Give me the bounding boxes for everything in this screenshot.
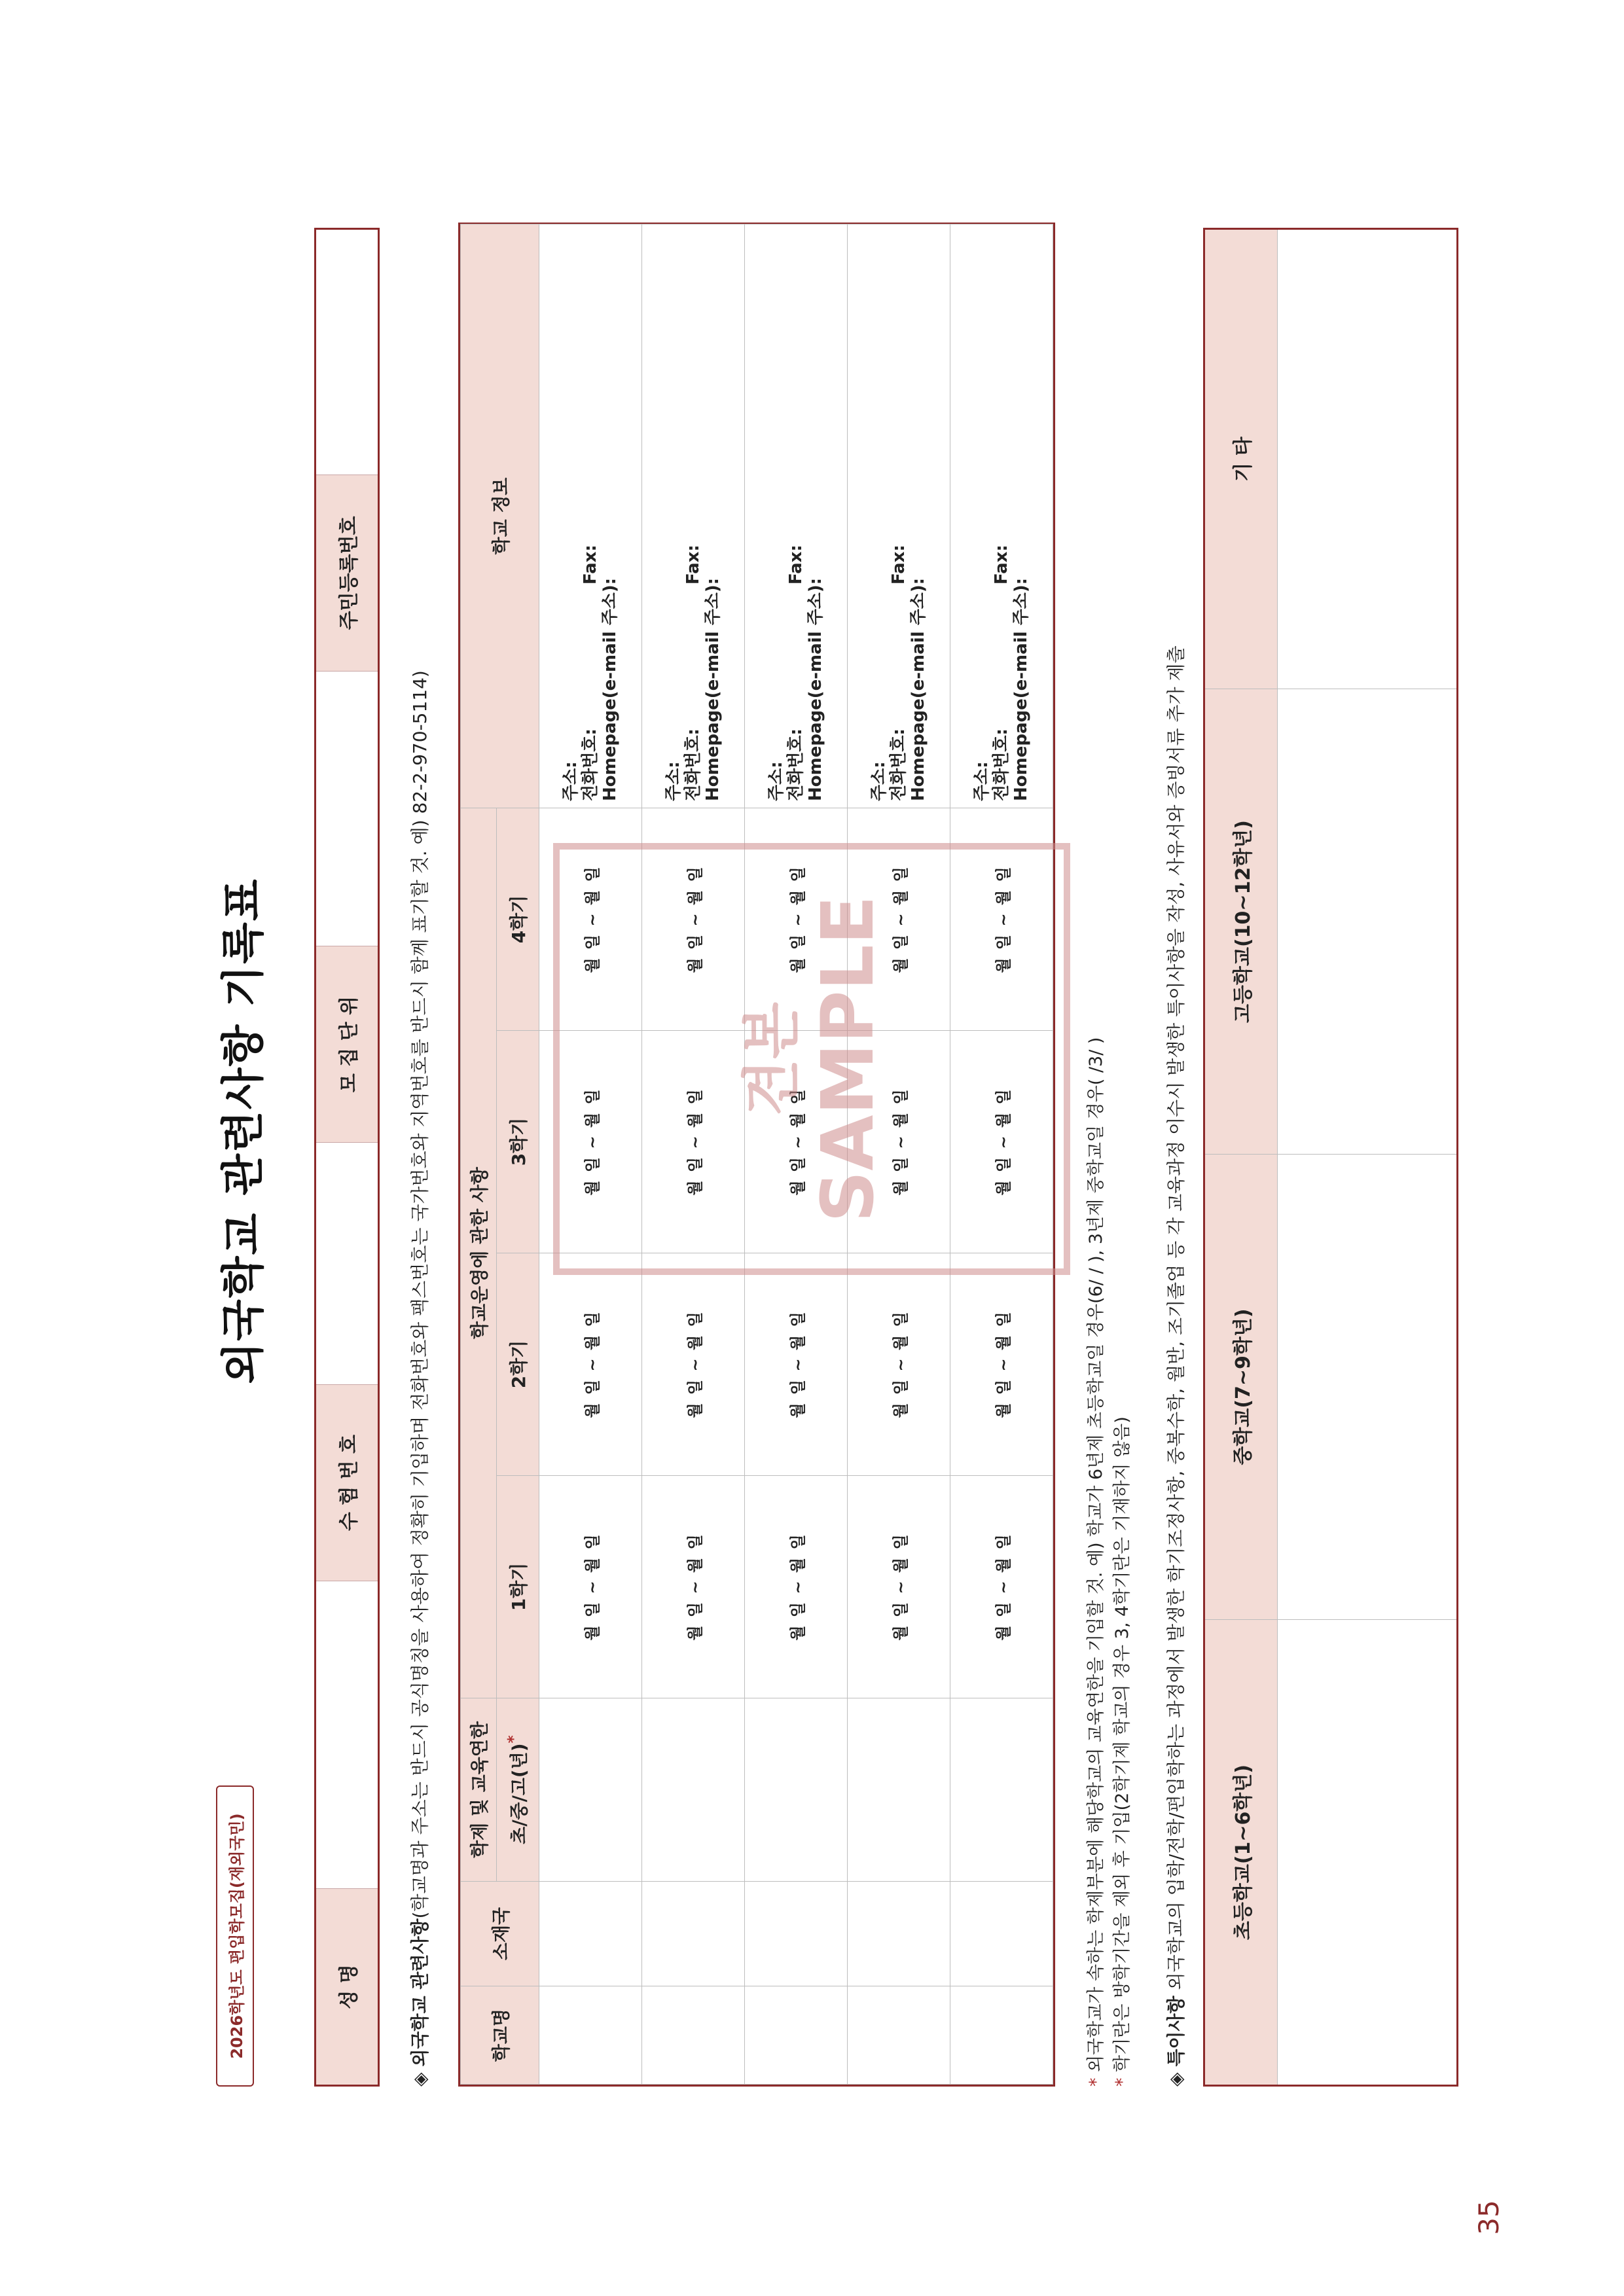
high-notes-cell[interactable]: [1277, 689, 1456, 1154]
col-school-name: 학교명: [461, 1986, 539, 2085]
term-3-dates[interactable]: 월 일 ~ 월 일: [642, 1031, 745, 1253]
section2-heading: 특이사항: [1165, 1996, 1187, 2067]
school-info-cell[interactable]: [642, 224, 745, 808]
col-school-info: 학교 정보: [461, 224, 539, 808]
term-3-dates[interactable]: 월 일 ~ 월 일: [539, 1031, 642, 1253]
name-field[interactable]: [316, 1581, 378, 1888]
table-row: [950, 224, 1053, 2085]
term-4-dates[interactable]: 월 일 ~ 월 일: [539, 808, 642, 1031]
system-cell[interactable]: [745, 1698, 848, 1882]
term-1-dates[interactable]: 월 일 ~ 월 일: [848, 1476, 950, 1698]
school-info-cell[interactable]: [539, 224, 642, 808]
resident-no-label: 주민등록번호: [316, 475, 378, 671]
watermark-korean: 견본: [738, 1002, 806, 1116]
info-address-label: 주소:: [664, 761, 683, 801]
info-homepage-label: Homepage(e-mail 주소):: [1011, 577, 1031, 801]
info-homepage-label: Homepage(e-mail 주소):: [703, 577, 723, 801]
school-name-cell[interactable]: [950, 1986, 1053, 2085]
section1-heading: 외국학교 관련사항: [409, 1918, 431, 2067]
exam-no-label: 수 험 번 호: [316, 1384, 378, 1581]
school-info-cell[interactable]: [950, 224, 1053, 808]
term-4-dates[interactable]: 월 일 ~ 월 일: [642, 808, 745, 1031]
col-other: 기 타: [1232, 437, 1255, 482]
school-name-cell[interactable]: [539, 1986, 642, 2085]
col-system: 학제 및 교육연한: [461, 1698, 497, 1882]
unit-field[interactable]: [316, 671, 378, 946]
info-address-label: 주소:: [869, 761, 889, 801]
page-number: 35: [1473, 2200, 1505, 2235]
unit-label: 모 집 단 위: [316, 946, 378, 1142]
section2-text: 외국학교의 입학/전학/편입학하는 과정에서 발생한 학기조정사항, 중복수학, 월반, 조기졸업 등 각 교육과정 이수시 발생한 특이사항을 작성, 사유서와 증빙서류 추가 제출: [1165, 645, 1187, 1990]
country-cell[interactable]: [539, 1882, 642, 1986]
school-name-cell[interactable]: [642, 1986, 745, 2085]
info-address-label: 주소:: [561, 761, 581, 801]
col-system-sub: 초/중/고(년)*: [497, 1698, 539, 1882]
table-row: [642, 224, 745, 2085]
country-cell[interactable]: [642, 1882, 745, 1986]
system-cell[interactable]: [950, 1698, 1053, 1882]
col-term-4: 4학기: [497, 808, 539, 1031]
table-row: [745, 224, 848, 2085]
middle-notes-cell[interactable]: [1277, 1154, 1456, 1619]
country-cell[interactable]: [848, 1882, 950, 1986]
resident-no-field[interactable]: [316, 226, 378, 475]
col-middle: 중학교(7~9학년): [1205, 1154, 1277, 1619]
program-badge: [216, 1785, 254, 2087]
badge-text: 2026학년도 편입학모집(재외국민): [227, 1813, 246, 2059]
info-address-label: 주소:: [767, 761, 786, 801]
info-homepage-label: Homepage(e-mail 주소):: [909, 577, 928, 801]
col-country: 소재국: [461, 1882, 539, 1986]
term-4-dates[interactable]: 월 일 ~ 월 일: [950, 808, 1053, 1031]
col-high: 고등학교(10~12학년): [1205, 689, 1277, 1154]
system-cell[interactable]: [642, 1698, 745, 1882]
term-4-dates[interactable]: 월 일 ~ 월 일: [745, 808, 848, 1031]
other-notes-cell[interactable]: [1277, 230, 1456, 689]
section1-instruction: [406, 123, 432, 2087]
term-4-dates[interactable]: 월 일 ~ 월 일: [848, 808, 950, 1031]
col-term-3: 3학기: [497, 1031, 539, 1253]
info-phone-label: 전화번호:Fax:: [889, 545, 909, 801]
col-term-1: 1학기: [497, 1476, 539, 1698]
school-info-cell[interactable]: [848, 224, 950, 808]
term-1-dates[interactable]: 월 일 ~ 월 일: [745, 1476, 848, 1698]
diamond-icon: ◈: [409, 2072, 431, 2087]
footnote-2: * 학기란은 방학기간을 제외 후 기입(2학기제 학교의 경우 3, 4학기란은 기재하지 않음): [1112, 1416, 1132, 2087]
special-notes-table: [1203, 228, 1458, 2087]
info-phone-label: 전화번호:Fax:: [786, 545, 806, 801]
term-3-dates[interactable]: 월 일 ~ 월 일: [745, 1031, 848, 1253]
col-elementary: 초등학교(1~6학년): [1205, 1619, 1277, 2085]
info-address-label: 주소:: [972, 761, 992, 801]
term-2-dates[interactable]: 월 일 ~ 월 일: [642, 1253, 745, 1476]
school-name-cell[interactable]: [745, 1986, 848, 2085]
section2-instruction: [1162, 123, 1188, 2087]
system-cell[interactable]: [848, 1698, 950, 1882]
school-name-cell[interactable]: [848, 1986, 950, 2085]
info-homepage-label: Homepage(e-mail 주소):: [600, 577, 620, 801]
term-1-dates[interactable]: 월 일 ~ 월 일: [642, 1476, 745, 1698]
term-2-dates[interactable]: 월 일 ~ 월 일: [848, 1253, 950, 1476]
info-phone-label: 전화번호:Fax:: [581, 545, 600, 801]
name-label: 성 명: [316, 1888, 378, 2085]
table-row: [848, 224, 950, 2085]
term-3-dates[interactable]: 월 일 ~ 월 일: [848, 1031, 950, 1253]
exam-no-field[interactable]: [316, 1142, 378, 1384]
term-2-dates[interactable]: 월 일 ~ 월 일: [950, 1253, 1053, 1476]
applicant-info-band: [314, 228, 380, 2087]
country-cell[interactable]: [950, 1882, 1053, 1986]
footnote-1: * 외국학교가 속하는 학제부분에 해당학교의 교육연한을 기입할 것. 예) 학교가 6년제 초등학교일 경우(6/ / ), 3년제 중학교일 경우( /3/ ): [1086, 1037, 1106, 2087]
school-record-table-frame: [458, 223, 1055, 2087]
col-term-2: 2학기: [497, 1253, 539, 1476]
footnotes: [1083, 123, 1136, 2087]
info-homepage-label: Homepage(e-mail 주소):: [806, 577, 825, 801]
school-info-cell[interactable]: [745, 224, 848, 808]
watermark-sample: SAMPLE: [806, 895, 890, 1223]
term-2-dates[interactable]: 월 일 ~ 월 일: [539, 1253, 642, 1476]
table-row: [539, 224, 642, 2085]
info-phone-label: 전화번호:Fax:: [683, 545, 703, 801]
term-3-dates[interactable]: 월 일 ~ 월 일: [950, 1031, 1053, 1253]
school-record-table: [460, 224, 1053, 2085]
term-1-dates[interactable]: 월 일 ~ 월 일: [950, 1476, 1053, 1698]
section1-text: (학교명과 주소는 반드시 공식명칭을 사용하여 정확히 기입하며 전화번호와 팩스번호는 국가번호와 지역번호를 반드시 함께 표기할 것. 예) 82-2-970-5114): [409, 670, 431, 1919]
diamond-icon: ◈: [1165, 2072, 1187, 2087]
system-cell[interactable]: [539, 1698, 642, 1882]
page-title: 외국학교 관련사항 기록표: [218, 878, 268, 1384]
col-operation: 학교운영에 관한 사항: [461, 808, 497, 1698]
term-1-dates[interactable]: 월 일 ~ 월 일: [539, 1476, 642, 1698]
term-2-dates[interactable]: 월 일 ~ 월 일: [745, 1253, 848, 1476]
info-phone-label: 전화번호:Fax:: [992, 545, 1011, 801]
country-cell[interactable]: [745, 1882, 848, 1986]
elementary-notes-cell[interactable]: [1277, 1619, 1456, 2085]
